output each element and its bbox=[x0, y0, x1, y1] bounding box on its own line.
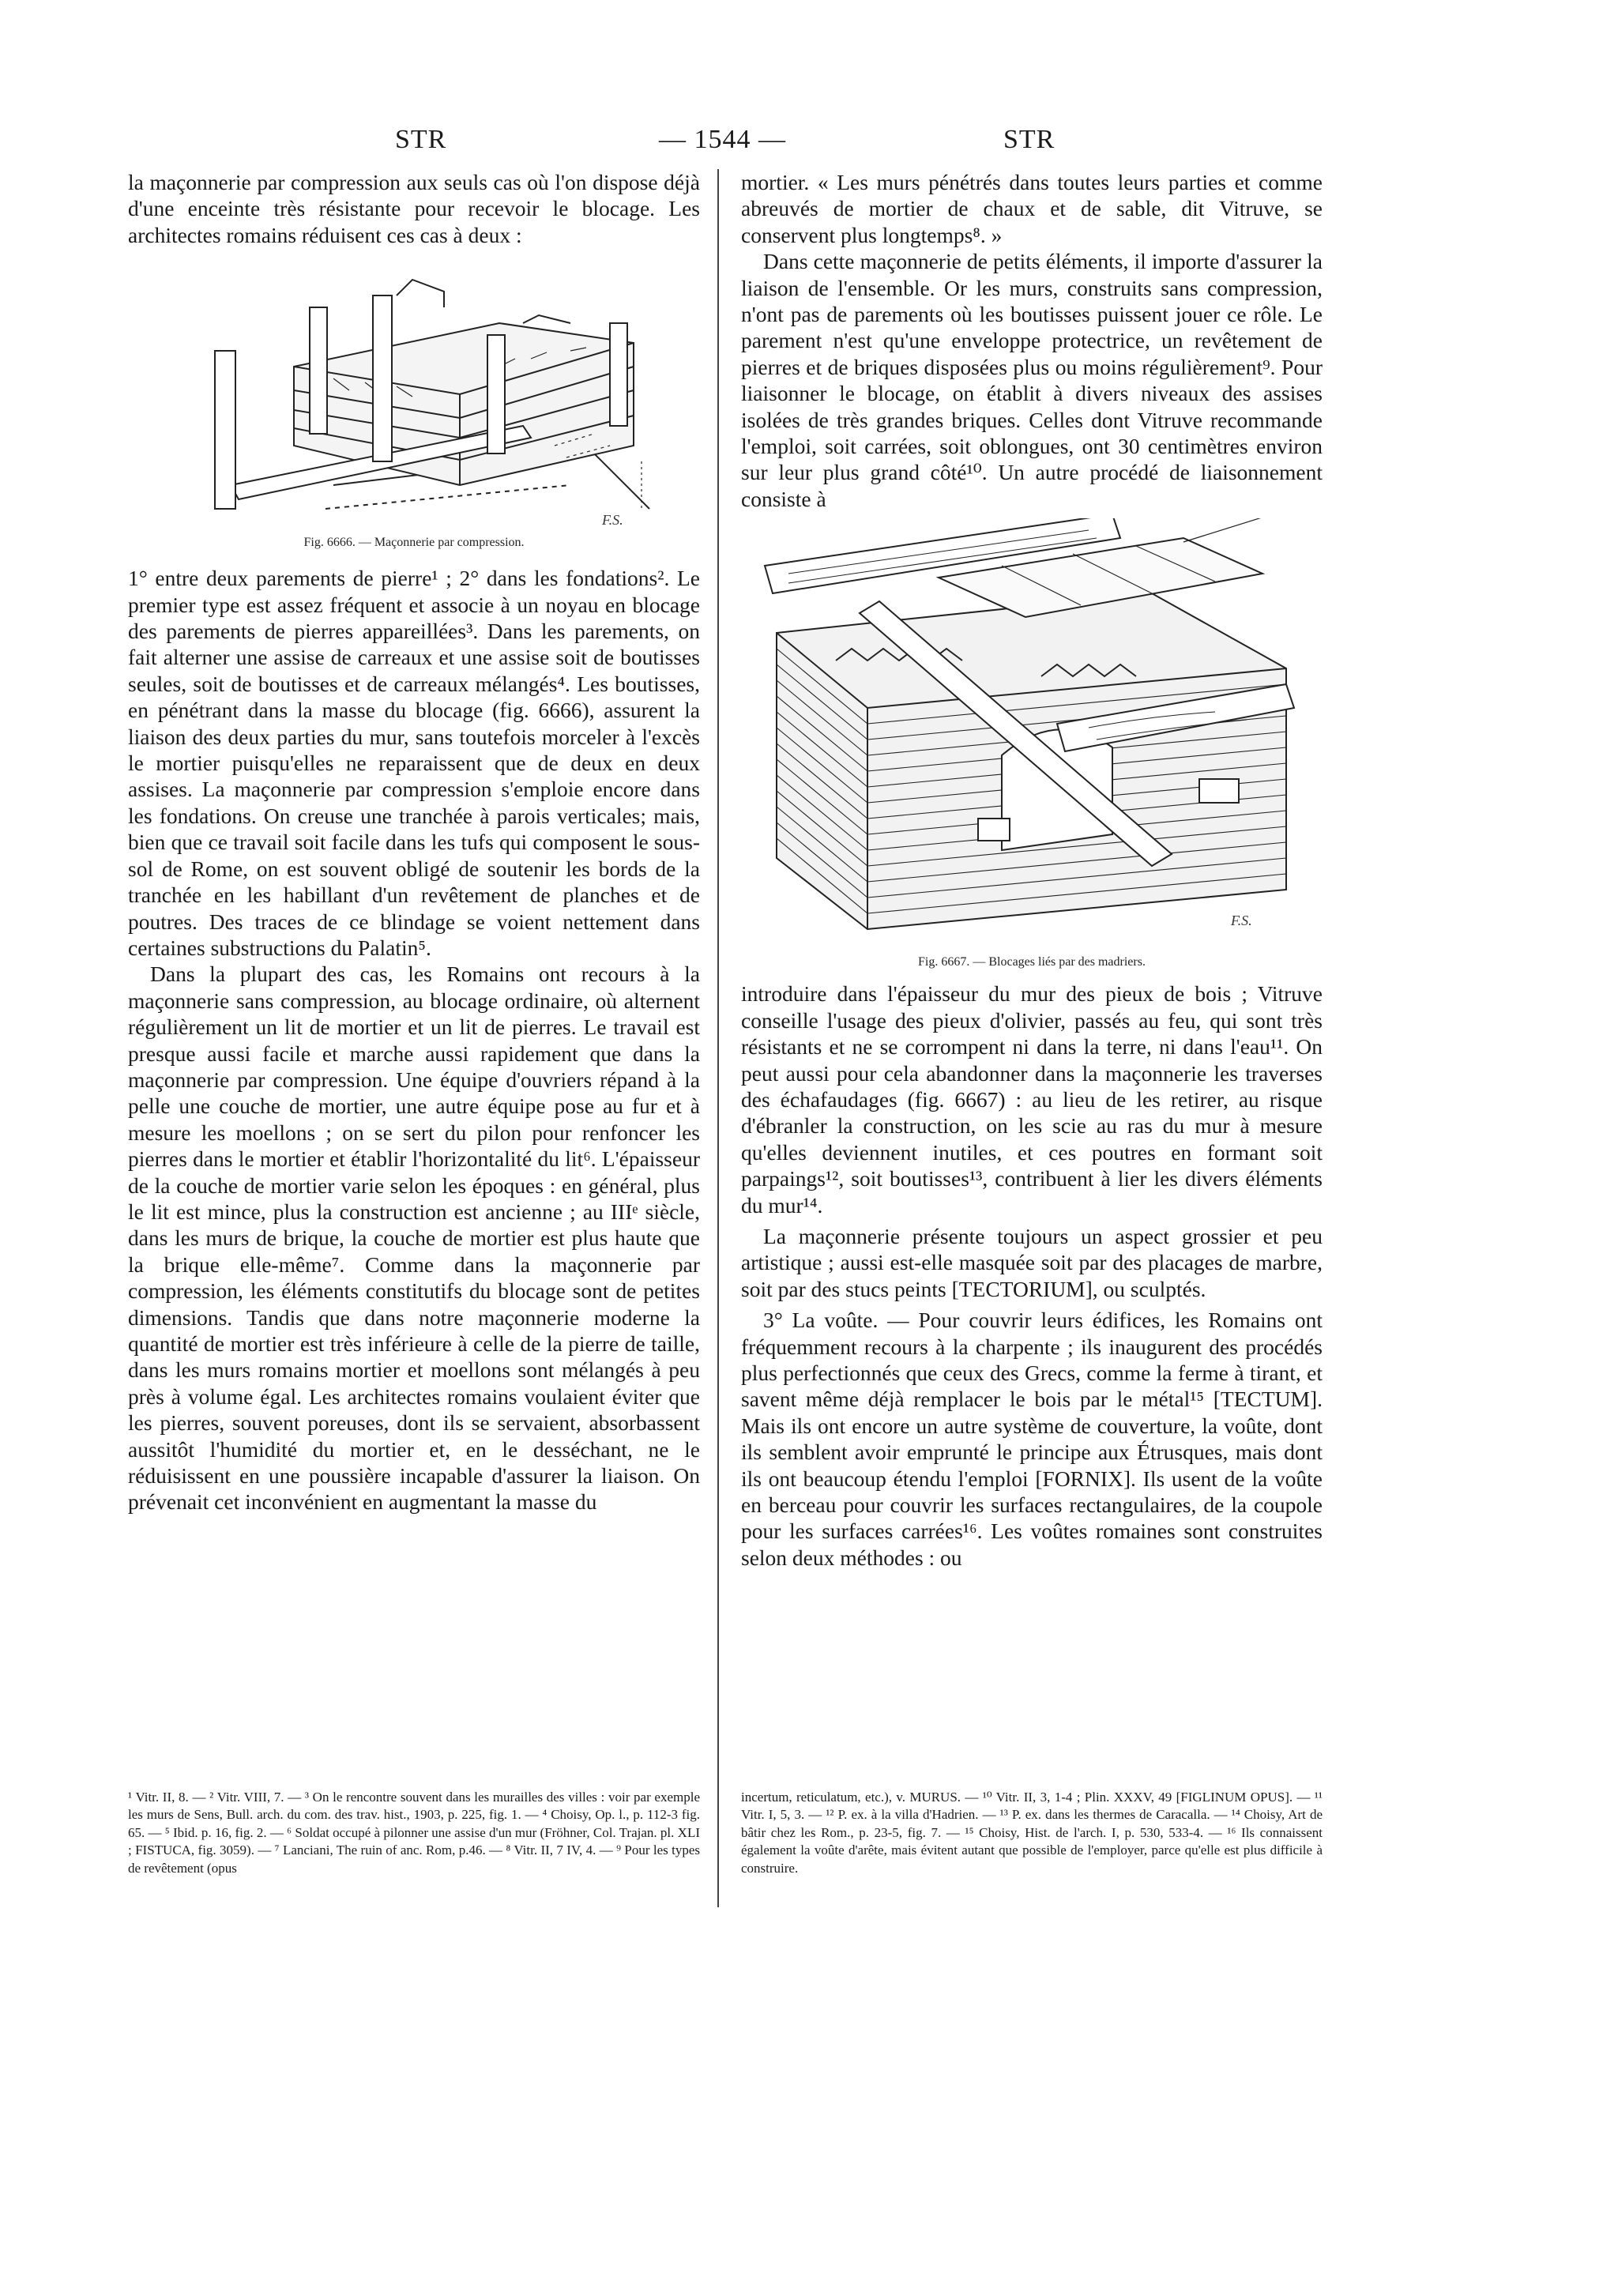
left-paragraph-3: Dans la plupart des cas, les Romains ont recours à la maçonnerie sans compression, au blocage ordinaire, où alternent régulièrement un lit de mortier et un lit de pierres. Le travail est presque aussi facile et marche aussi rapidement que dans la maçonnerie par compression. Une équipe d'ouvriers répand à la pelle une couche de mortier, une autre équipe pose au fur et à mesure les moellons ; on se sert du pilon pour renfoncer les pierres dans le mortier et établir l'horizontalité du lit⁶. L'épaisseur de la couche de mortier varie selon les époques : en général, plus le lit est mince, plus la construction est ancienne ; au IIIᵉ siècle, dans les murs de brique, la couche de mortier est plus haute que la brique elle-même⁷. Comme dans la maçonnerie par compression, les éléments constitutifs du blocage sont de petites dimensions. Tandis que dans notre maçonnerie moderne la quantité de mortier est très inférieure à celle de la pierre de taille, dans les murs romains mortier et moellons sont mélangés à peu près à volume égal. Les architectes romains voulaient éviter que les pierres, souvent poreuses, dont ils se servaient, absorbassent aussitôt l'humidité du mortier et, en le desséchant, ne le réduisissent en une poussière incapable d'assurer la liaison. On prévenait cet inconvénient en augmentant la masse du bbox=[128, 962, 700, 1515]
figure-6666-signature: F.S. bbox=[602, 512, 623, 529]
page-number: — 1544 — bbox=[659, 125, 786, 154]
figure-6666 bbox=[128, 248, 700, 560]
figure-6666-caption: Fig. 6666. — Maçonnerie par compression. bbox=[303, 536, 525, 550]
figure-6667-signature: F.S. bbox=[1231, 913, 1252, 929]
footnotes-left: ¹ Vitr. II, 8. — ² Vitr. VIII, 7. — ³ On le rencontre souvent dans les murailles des villes : voir par exemple les murs de Sens, Bull. arch. du com. des trav. hist., 1903, p. 225, fig. 1. — ⁴ Choisy, Op. l., p. 112-3 fig. 65. — ⁵ Ibid. p. 16, fig. 2. — ⁶ Soldat occupé à pilonner une assise d'un mur (Fröhner, Col. Trajan. pl. XLI ; FISTUCA, fig. 3059). — ⁷ Lanciani, The ruin of anc. Rom, p.46. — ⁸ Vitr. II, 7 IV, 4. — ⁹ Pour les types de revêtement (opus bbox=[128, 1790, 700, 1876]
timber-bonded-masonry-illustration bbox=[741, 518, 1323, 949]
column-divider bbox=[717, 169, 719, 1907]
left-paragraph-1: la maçonnerie par compression aux seuls cas où l'on dispose déjà d'une enceinte très résistante pour recevoir le blocage. Les architectes romains réduisent ces cas à deux : bbox=[128, 170, 700, 247]
right-paragraph-5: 3° La voûte. — Pour couvrir leurs édifices, les Romains ont fréquemment recours à la charpente ; ils inaugurent des procédés plus perfectionnés que ceux des Grecs, comme la ferme à tirant, et savent même déjà remplacer le bois par le métal¹⁵ [TECTUM]. Mais ils ont encore un autre système de couverture, la voûte, dont ils semblent avoir emprunté le principe aux Étrusques, mais dont ils ont beaucoup étendu l'emploi [FORNIX]. Ils usent de la voûte en berceau pour couvrir les surfaces rectangulaires, de la coupole pour les surfaces carrées¹⁶. Les voûtes romaines sont construites selon deux méthodes : ou bbox=[741, 1308, 1323, 1570]
footnotes-right: incertum, reticulatum, etc.), v. MURUS. — ¹⁰ Vitr. II, 3, 1-4 ; Plin. XXXV, 49 [FIGLINUM OPUS]. — ¹¹ Vitr. I, 5, 3. — ¹² P. ex. à la villa d'Hadrien. — ¹³ P. ex. dans les thermes de Caracalla. — ¹⁴ Choisy, Art de bâtir chez les Rom., p. 23-5, fig. 7. — ¹⁵ Choisy, Hist. de l'arch. I, p. 530, 533-4. — ¹⁶ Ils connaissent également la voûte d'arête, mais évitent autant que possible de l'employer, parce qu'elle est plus difficile à construire. bbox=[741, 1790, 1323, 1876]
running-header-left: STR bbox=[395, 125, 447, 154]
right-paragraph-3: introduire dans l'épaisseur du mur des pieux de bois ; Vitruve conseille l'usage des pieux d'olivier, passés au feu, qui sont très résistants et ne se corrompent ni dans la terre, ni dans l'eau¹¹. On peut aussi pour cela abandonner dans la maçonnerie les traverses des échafaudages (fig. 6667) : au lieu de les retirer, au risque d'ébranler la construction, on les scie au ras du mur à mesure qu'elles deviennent inutiles, et ces poutres en formant soit parpaings¹², soit boutisses¹³, contribuent à lier les divers éléments du mur¹⁴. bbox=[741, 981, 1323, 1218]
left-column bbox=[128, 169, 700, 1515]
figure-6667 bbox=[741, 518, 1323, 981]
masonry-compression-illustration bbox=[128, 248, 700, 533]
right-paragraph-1: mortier. « Les murs pénétrés dans toutes leurs parties et comme abreuvés de mortier de chaux et de sable, dit Vitruve, se conservent plus longtemps⁸. » bbox=[741, 170, 1323, 247]
right-paragraph-2: Dans cette maçonnerie de petits éléments, il importe d'assurer la liaison de l'ensemble. Or les murs, construits sans compression, n'ont pas de parements où les boutisses puissent jouer ce rôle. Le parement n'est qu'une enveloppe protectrice, un revêtement de pierres et de briques disposées plus ou moins régulièrement⁹. Pour liaisonner le blocage, on établit à divers niveaux des assises isolées de très grandes briques. Celles dont Vitruve recommande l'emploi, soit carrées, soit oblongues, ont 30 centimètres environ sur leur plus grand côté¹⁰. Un autre procédé de liaisonnement consiste à bbox=[741, 249, 1323, 511]
running-header-right: STR bbox=[1003, 125, 1055, 154]
right-column bbox=[741, 169, 1323, 1571]
left-paragraph-2: 1° entre deux parements de pierre¹ ; 2° dans les fondations². Le premier type est assez fréquent et associe à un noyau en blocage des parements de pierres appareillées³. Dans les parements, on fait alterner une assise de carreaux et une assise soit de boutisses seules, soit de boutisses et de carreaux mélangés⁴. Les boutisses, en pénétrant dans la masse du blocage (fig. 6666), assurent la liaison des deux parties du mur, sans toutefois morceler à l'excès le mortier puisqu'elles ne reparaissent que de deux en deux assises. La maçonnerie par compression s'emploie encore dans les fondations. On creuse une tranchée à parois verticales; mais, bien que ce travail soit facile dans les tufs qui composent le sous-sol de Rome, on est souvent obligé de soutenir les bords de la tranchée en les habillant d'un revêtement de planches et de poutres. Des traces de ce blindage se voient nettement dans certaines substructions du Palatin⁵. bbox=[128, 566, 700, 960]
right-paragraph-4: La maçonnerie présente toujours un aspect grossier et peu artistique ; aussi est-elle masquée soit par des placages de marbre, soit par des stucs peints [TECTORIUM], ou sculptés. bbox=[741, 1223, 1323, 1301]
figure-6667-caption: Fig. 6667. — Blocages liés par des madriers. bbox=[918, 955, 1146, 969]
